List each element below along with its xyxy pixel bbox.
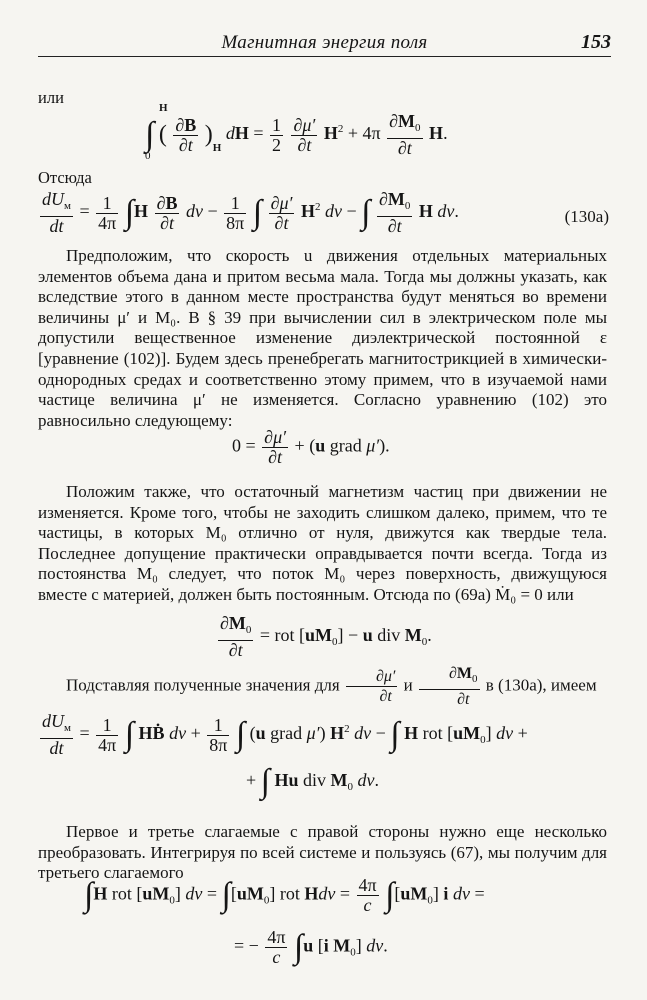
paragraph-substituting: Подставляя полученные значения для $\frac{\partial\mu'}{\partial t}$ и $\frac{\partial M_0}{\partial t}$ в (130a), имеем — [66, 665, 597, 708]
paragraph-transform: Первое и третье слагаемые с правой стороны нужно еще несколько преобразовать. Интегрируя по всей системе и пользуясь (67), мы получим для третьего слагаемого — [38, 822, 607, 883]
page-number: 153 — [581, 31, 611, 53]
word-otsyuda: Отсюда — [38, 168, 92, 187]
word-ili: или — [38, 88, 64, 107]
equation-number-130a: (130a) — [564, 207, 609, 226]
equation-third-term-result: = − $\frac{4\pi}{c}$ ∫u [i $M_0$] dv. — [234, 927, 388, 967]
equation-dM0-dt: $\frac{\partial M_0}{\partial t}$ = rot $[uM_0] - u$ div $M_0$. — [220, 613, 432, 660]
equation-mu-continuity: 0 = $\frac{\partial\mu'}{\partial t}$ + (u grad μ′). — [232, 427, 390, 467]
paragraph-velocity: Предположим, что скорость u движения отдельных материальных элементов объема дана и притом весьма мала. Тогда мы должны указать, как вследствие этого в данном месте пространства будут меняться во времени величины μ′ и M₀. В § 39 при вычислении сил в электрическом поле мы допустили вещественное изменение диэлектрической постоянной ε [уравнение (102)]. Будем здесь пренебрегать магнитострикцией в химически-однородных средах и соответственно этому примем, что в изучаемой нами частице величина μ′ не изменяется. Согласно уравнению (102) это равносильно следующему: — [38, 246, 607, 430]
page-header — [38, 28, 611, 57]
running-title: Магнитная энергия поля — [221, 32, 428, 53]
paragraph-residual-magnetism: Положим также, что остаточный магнетизм частиц при движении не изменяется. Кроме того, чтобы не заходить слишком далеко, примем, что те частицы, в которых M₀ отлично от нуля, движутся как твердые тела. Последнее допущение практически оправдывается почти всегда. Тогда из постоянства M₀ следует, что поток M₀ через поверхность, движущуюся вместе с материей, должен быть постоянным. Отсюда по (69a) Ṁ₀ = 0 или — [38, 482, 607, 604]
text-substituting: Подставляя полученные значения для — [66, 675, 340, 695]
text-we-have: в (130a), имеем — [485, 675, 597, 695]
text-and: и — [403, 675, 413, 695]
equation-third-term-transform: ∫H rot $[uM_0]$ dv = $\int[uM_0]$ rot Hdv = $\frac{4\pi}{c}$ $\int[uM_0]$ i dv = — [84, 875, 485, 915]
equation-dUm-dt-expanded: $\frac{dU_м}{dt}$ = $\frac{1}{4\pi}$ ∫ HḂ dv + $\frac{1}{8\pi}$ ∫ (u grad μ′) $H^2$ dv − ∫ H rot $[uM_0]$ dv + — [42, 711, 528, 758]
equation-dUm-dt-continued: + ∫ Hu div $M_0$ dv. — [246, 763, 380, 800]
equation-130a: $\frac{dU_м}{dt}$ = $\frac{1}{4\pi}$ ∫H $\frac{\partial B}{\partial t}$ dv − $\frac{1}{8\pi}$ ∫ $\frac{\partial\mu'}{\partial t}$ $H^2$ dv − ∫ $\frac{\partial M_0}{\partial t}$ H dv. — [42, 189, 459, 236]
